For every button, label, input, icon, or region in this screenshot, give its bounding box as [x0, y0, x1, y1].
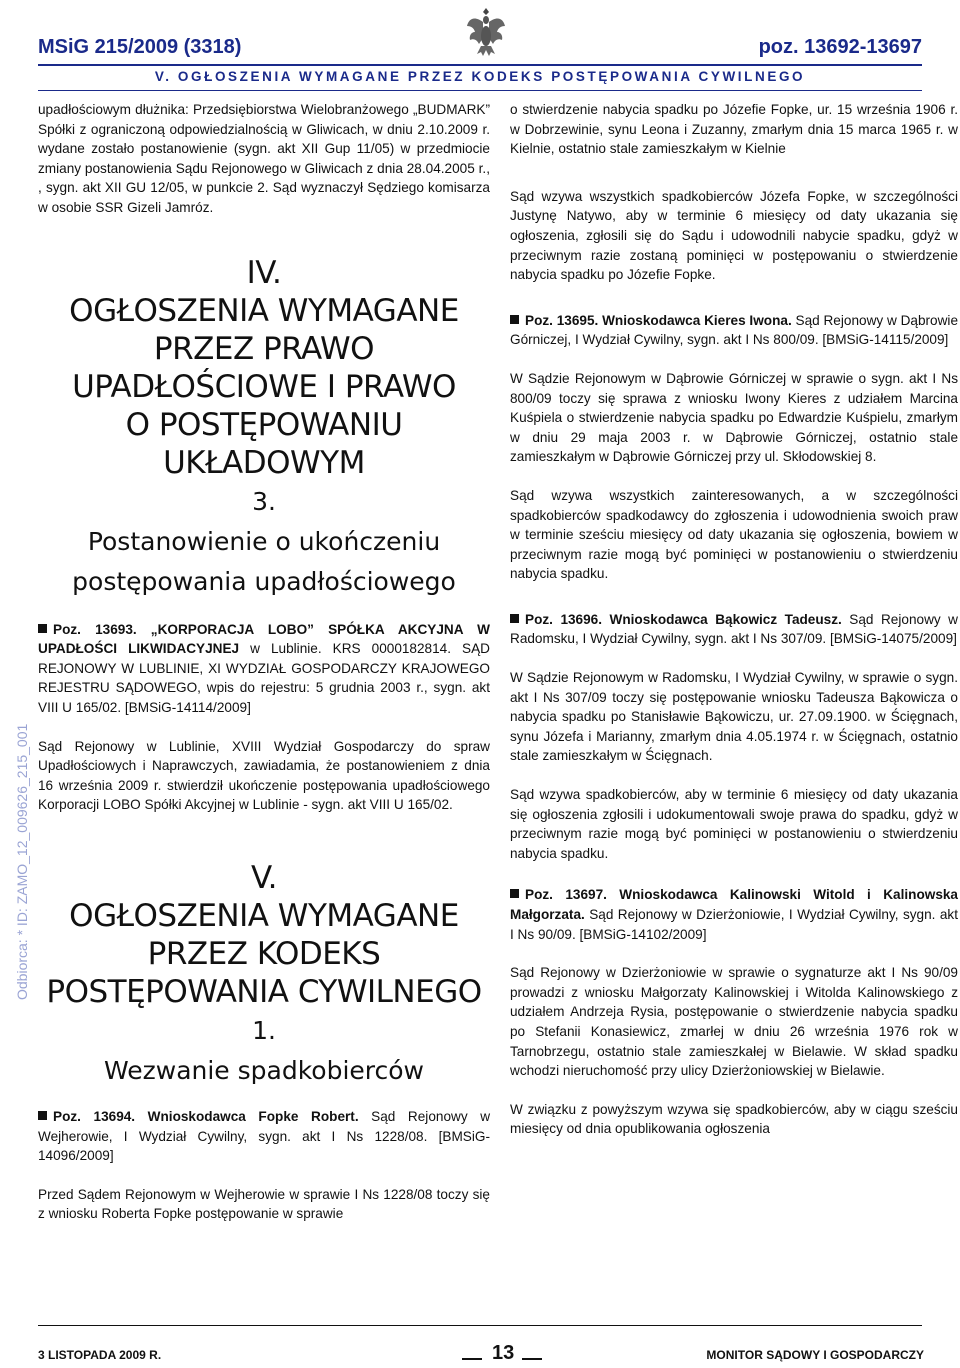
- bullet-square-icon: [510, 315, 519, 324]
- notice-13694-continued: o stwierdzenie nabycia spadku po Józefie Fopke, ur. 15 września 1906 r. w Dobrzewinie, synu Leona i Zuzanny, zmarłym dnia 15 marca 1965 r. w Kielnie, ostatnio stale zamieszkałym w Kielnie: [510, 102, 958, 157]
- page-header-left: MSiG 215/2009 (3318): [38, 36, 242, 58]
- section-v-title-3: POSTĘPOWANIA CYWILNEGO: [46, 973, 482, 1010]
- notice-13697-header: Poz. 13697. Wnioskodawca Kalinowski Witold i Kalinowska Małgorzata. Sąd Rejonowy w Dzierżoniowie, I Wydział Cywilny, sygn. akt I Ns 90/09. [BMSiG-14102/2009]: [510, 887, 958, 942]
- notice-13693-header: Poz. 13693. „KORPORACJA LOBO” SPÓŁKA AKCYJNA W UPADŁOŚCI LIKWIDACYJNEJ w Lublinie. KRS 0000182814. SĄD REJONOWY W LUBLINIE, XI WYDZIAŁ GOSPODARCZY KRAJOWEGO REJESTRU SĄDOWEGO, wpis do rejestru: 5 grudnia 2003 r., sygn. akt VIII U 165/02. [BMSiG-14114/2009]: [38, 621, 490, 715]
- page-number: 13: [492, 1342, 515, 1364]
- notice-13695-header: Poz. 13695. Wnioskodawca Kieres Iwona. Sąd Rejonowy w Dąbrowie Górniczej, I Wydział Cywilny, sygn. akt I Ns 800/09. [BMSiG-14115/2009]: [510, 312, 958, 348]
- footer-publication: MONITOR SĄDOWY I GOSPODARCZY: [706, 1348, 924, 1362]
- section-iv-title-1: OGŁOSZENIA WYMAGANE: [69, 292, 459, 329]
- section-v-title-2: PRZEZ KODEKS: [147, 935, 381, 972]
- notice-13694-header: Poz. 13694. Wnioskodawca Fopke Robert. Sąd Rejonowy w Wejherowie, I Wydział Cywilny, sygn. akt I Ns 1228/08. [BMSiG-14096/2009]: [38, 1108, 491, 1164]
- subsection-3-title-1: Postanowienie o ukończeniu: [87, 526, 441, 556]
- notice-13695-body: W Sądzie Rejonowym w Dąbrowie Górniczej w sprawie o sygn. akt I Ns 800/09 toczy się sprawa z wniosku Iwony Kieres z udziałem Marcina Kuśpiela o stwierdzenie nabycia spadku po Edwardzie Kuśpielu, zmarłym w dniu 29 maja 2003 r. w Dąbrowie Górniczej, ostatnio stale zamieszkałym w Dąbrowie Górniczej przy ul. Skłodowskiej 8.: [510, 370, 958, 465]
- section-v-title-1: OGŁOSZENIA WYMAGANE: [69, 897, 459, 934]
- section-iv-title-4: O POSTĘPOWANIU: [125, 406, 403, 443]
- footer-dash-left: [462, 1358, 482, 1360]
- subsection-1-number: 1.: [252, 1015, 276, 1045]
- notice-13694-call: Sąd wzywa wszystkich spadkobierców Józefa Fopke, w szczególności Justynę Natywo, aby w terminie 6 miesięcy od daty ukazania się ogłoszenia, zgłosili się do Sądu i udowodnili nabycie spadku, gdyż w przeciwnym razie zostaną pominięci w postępowaniu o stwierdzenie nabycia spadku po Józefie Fopke.: [510, 188, 958, 283]
- side-watermark: Odbiorca: * ID: ZAMO_12_009626_215_001: [14, 723, 30, 1000]
- notice-13696-call: Sąd wzywa spadkobierców, aby w terminie 6 miesięcy od daty ukazania się ogłoszenia zgłosili i udokumentowali swoje prawa do spadku, gdyż w przeciwnym razie mogą być pominięci w postanowieniu o stwierdzeniu nabycia spadku.: [510, 787, 958, 861]
- notice-13696-body: W Sądzie Rejonowym w Radomsku, I Wydział Cywilny, w sprawie o sygn. akt I Ns 307/09 toczy się postępowanie wniosku Tadeusza Bąkowicza o nabycia spadku po Stanisławie Bąkowiczu, ur. 27.09.1900. w Ścięgnach, synu Józefa i Marianny, zmarłym dnia 4.05.1974 r. w Ścięgnach, ostatnio stale zamieszkałym w Ścięgnach.: [510, 670, 958, 764]
- section-iv-title-5: UKŁADOWYM: [163, 444, 365, 481]
- page-header-right: poz. 13692-13697: [758, 36, 922, 58]
- bullet-square-icon: [38, 1111, 47, 1120]
- section-iv-number: IV.: [246, 254, 282, 291]
- header-rule: [38, 64, 922, 66]
- bullet-square-icon: [38, 624, 47, 633]
- footer-date: 3 LISTOPADA 2009 R.: [38, 1348, 162, 1362]
- eagle-emblem-icon: [465, 4, 507, 60]
- section-v-number: V.: [250, 859, 278, 896]
- subsection-3-number: 3.: [252, 486, 276, 516]
- notice-13695-call: Sąd wzywa wszystkich zainteresowanych, a w szczególności spadkobierców spadkodawcy do zgłoszenia i udowodnienia swoich praw w terminie sześciu miesięcy od daty ukazania się ogłoszenia, bowiem w przeciwnym razie mogą być pominięci w postanowieniu o stwierdzeniu nabycia spadku.: [510, 487, 958, 582]
- notice-13697-call: W związku z powyższym wzywa się spadkobierców, aby w ciągu sześciu miesięcy od dnia opublikowania ogłoszenia: [510, 1101, 958, 1137]
- header-rule-bottom: [38, 90, 922, 91]
- intro-paragraph: upadłościowym dłużnika: Przedsiębiorstwa Wielobranżowego „BUDMARK” Spółki z ograniczoną odpowiedzialnością w Gliwicach, w dniu 2.10.2009 r. wydane zostało postanowienie (sygn. akt XII Gup 11/05) w przedmiocie zmiany postanowienia Sądu Rejonowego w Gliwicach z dnia 28.04.2005 r., , sygn. akt XII GU 12/05, w punkcie 2. Sąd wyznaczył Sędziego komisarza w osobie SSR Gizeli Jamróz.: [38, 102, 490, 215]
- footer-rule: [38, 1325, 922, 1326]
- subsection-1-title: Wezwanie spadkobierców: [103, 1055, 425, 1085]
- footer-dash-right: [522, 1358, 542, 1360]
- right-column: [510, 100, 958, 1139]
- notice-13694-body: Przed Sądem Rejonowym w Wejherowie w sprawie I Ns 1228/08 toczy się z wniosku Roberta Fopke postępowanie w sprawie: [38, 1186, 490, 1222]
- notice-13693-body: Sąd Rejonowy w Lublinie, XVIII Wydział Gospodarczy do spraw Upadłościowych i Naprawczych, zawiadamia, że postanowieniem z dnia 16 września 2009 r. stwierdził ukończenie postępowania upadłościowego Korporacji LOBO Spółki Akcyjnej w Lublinie - sygn. akt VIII U 165/02.: [38, 738, 490, 813]
- bullet-square-icon: [510, 889, 519, 898]
- notice-13697-body: Sąd Rejonowy w Dzierżoniowie w sprawie o sygnaturze akt I Ns 90/09 prowadzi z wniosku Małgorzaty Kalinowskiej i Witolda Kalinowskiego z udziałem Andrzeja Rysia, postępowanie o stwierdzenie nabycia spadku po Stefanii Konasiewicz, zmarłej w dniu 26 września 1976 rok w Tarnobrzegu, ostatnio stale zamieszkałej w Bielawie. W skład spadku wchodzi nieruchomość przy ulicy Dzierżoniowskiej w Bielawie.: [510, 965, 958, 1079]
- section-iv-title-3: UPADŁOŚCIOWE I PRAWO: [72, 368, 456, 405]
- notice-13696-header: Poz. 13696. Wnioskodawca Bąkowicz Tadeusz. Sąd Rejonowy w Radomsku, I Wydział Cywilny, sygn. akt I Ns 307/09. [BMSiG-14075/2009]: [510, 611, 958, 647]
- section-header: V. OGŁOSZENIA WYMAGANE PRZEZ KODEKS POSTĘPOWANIA CYWILNEGO: [154, 69, 806, 84]
- subsection-3-title-2: postępowania upadłościowego: [72, 566, 456, 596]
- bullet-square-icon: [510, 614, 519, 623]
- left-column: [38, 100, 490, 1224]
- section-iv-title-2: PRZEZ PRAWO: [153, 330, 375, 367]
